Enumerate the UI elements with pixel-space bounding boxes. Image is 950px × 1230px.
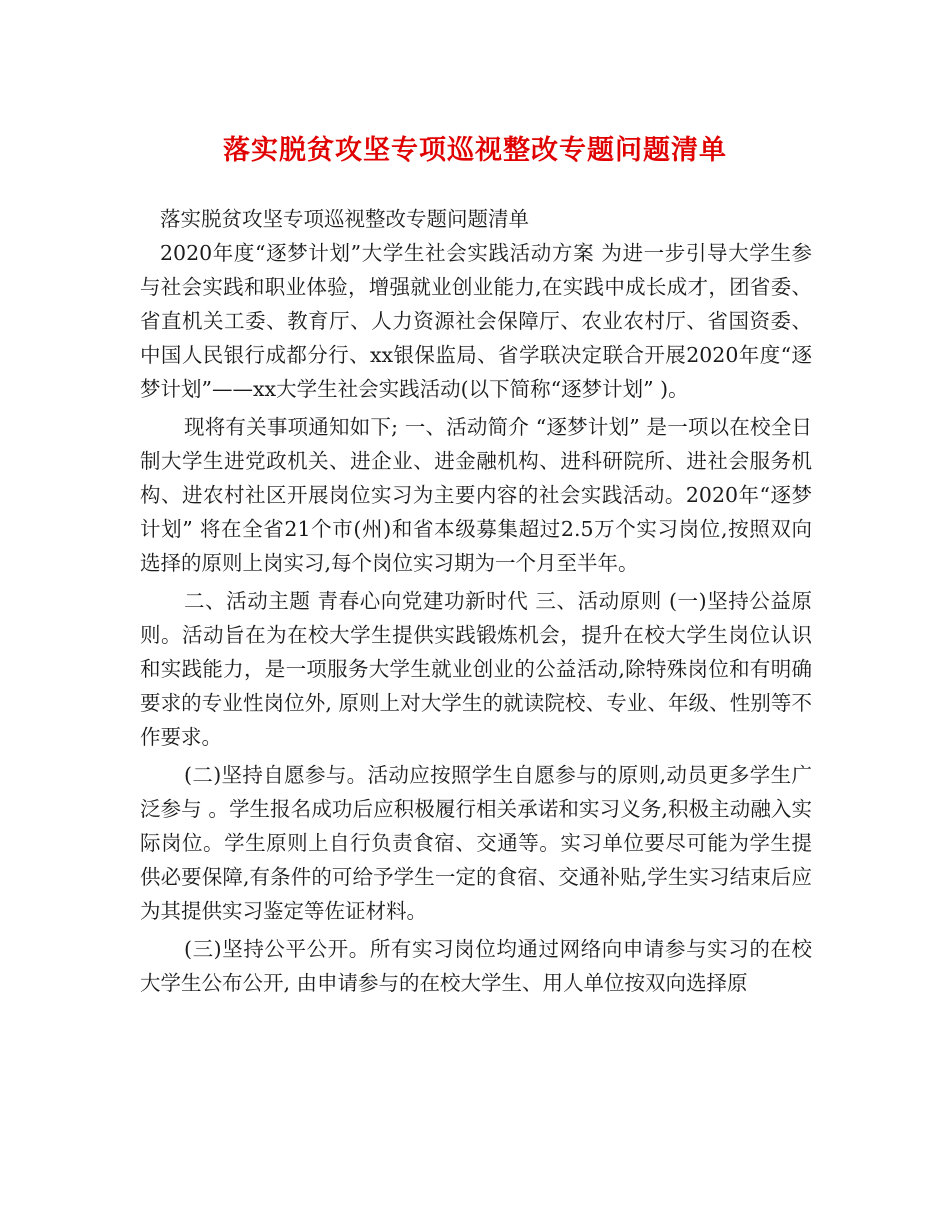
paragraph-theme-principles: 二、活动主题 青春心向党建功新时代 三、活动原则 (一)坚持公益原则。活动旨在为在校大学生提供实践锻炼机会，提升在校大学生岗位认识和实践能力，是一项服务大学生就业创业的公益活动,除特殊岗位和有明确要求的专业性岗位外, 原则上对大学生的就读院校、专业、年级、性别等不作要求。 [140, 589, 812, 749]
paragraph-plan-intro: 2020年度“逐梦计划”大学生社会实践活动方案 为进一步引导大学生参与社会实践和职业体验，增强就业创业能力,在实践中成长成才，团省委、省直机关工委、教育厅、人力资源社会保障厅、农业农村厅、省国资委、中国人民银行成都分行、xx银保监局、省学联决定联合开展2020年度“逐梦计划”——xx大学生社会实践活动(以下简称“逐梦计划” )。 [140, 241, 812, 401]
document-title: 落实脱贫攻坚专项巡视整改专题问题清单 [223, 135, 727, 166]
document-body [140, 202, 812, 1004]
paragraph-voluntary: (二)坚持自愿参与。活动应按照学生自愿参与的原则,动员更多学生广泛参与 。学生报名成功后应积极履行相关承诺和实习义务,积极主动融入实际岗位。学生原则上自行负责食宿、交通等。实习单位要尽可能为学生提供必要保障,有条件的可给予学生一定的食宿、交通补贴,学生实习结束后应为其提供实习鉴定等佐证材料。 [140, 763, 812, 923]
paragraph-fairness: (三)坚持公平公开。所有实习岗位均通过网络向申请参与实习的在校大学生公布公开, 由申请参与的在校大学生、用人单位按双向选择原 [140, 937, 812, 995]
paragraph-activity-intro: 现将有关事项通知如下; 一、活动简介 “逐梦计划” 是一项以在校全日制大学生进党政机关、进企业、进金融机构、进科研院所、进社会服务机构、进农村社区开展岗位实习为主要内容的社会实践活动。2020年“逐梦计划” 将在全省21个市(州)和省本级募集超过2.5万个实习岗位,按照双向选择的原则上岗实习,每个岗位实习期为一个月至半年。 [140, 415, 812, 575]
document-subtitle: 落实脱贫攻坚专项巡视整改专题问题清单 [160, 207, 529, 231]
